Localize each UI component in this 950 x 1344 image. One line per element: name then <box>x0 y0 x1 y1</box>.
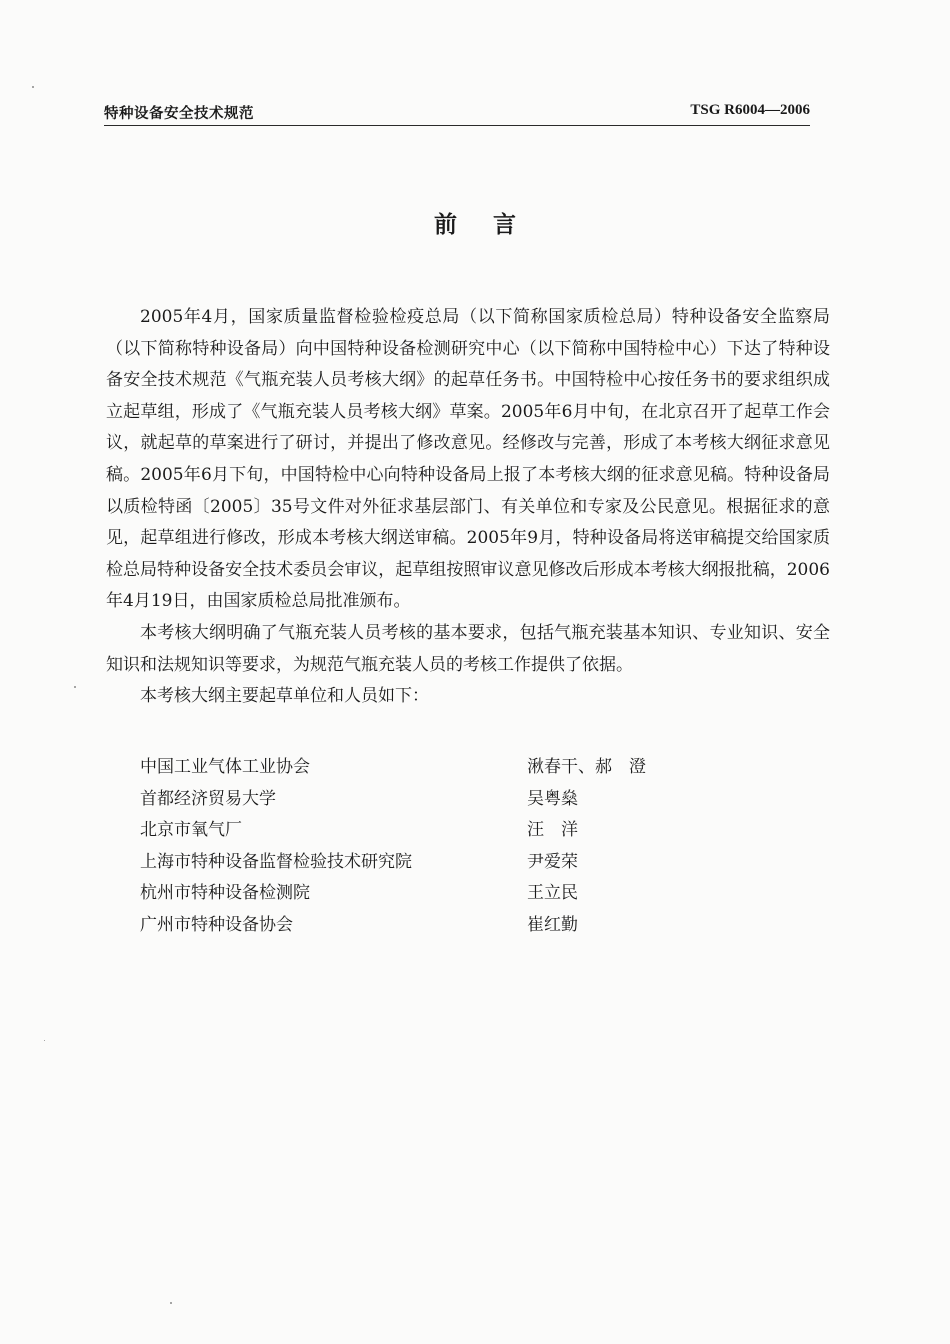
drafter-names: 湫春干、郝 澄 <box>527 757 646 777</box>
scan-speck <box>74 686 76 688</box>
preface-paragraph-history: 2005年4月，国家质量监督检验检疫总局（以下简称国家质检总局）特种设备安全监察局（以下简称特种设备局）向中国特种设备检测研究中心（以下简称中国特检中心）下达了特种设备安全技术规范《气瓶充装人员考核大纲》的起草任务书。中国特检中心按任务书的要求组织成立起草组，形成了《气瓶充装人员考核大纲》草案。2005年6月中旬，在北京召开了起草工作会议，就起草的草案进行了研讨，并提出了修改意见。经修改与完善，形成了本考核大纲征求意见稿。2005年6月下旬，中国特检中心向特种设备局上报了本考核大纲的征求意见稿。特种设备局以质检特函〔2005〕35号文件对外征求基层部门、有关单位和专家及公民意见。根据征求的意见，起草组进行修改，形成本考核大纲送审稿。2005年9月，特种设备局将送审稿提交给国家质检总局特种设备安全技术委员会审议，起草组按照审议意见修改后形成本考核大纲报批稿，2006年4月19日，由国家质检总局批准颁布。 <box>106 307 830 612</box>
drafter-row <box>140 878 740 910</box>
preface-paragraph-drafters-intro: 本考核大纲主要起草单位和人员如下： <box>140 686 429 707</box>
drafter-unit: 中国工业气体工业协会 <box>140 757 310 777</box>
drafter-unit: 首都经济贸易大学 <box>140 788 276 809</box>
scan-speck <box>170 1302 172 1304</box>
drafter-unit: 杭州市特种设备检测院 <box>140 883 310 904</box>
drafter-names: 汪 洋 <box>527 820 578 841</box>
running-header <box>104 99 810 126</box>
preface-body <box>106 302 830 713</box>
scan-speck <box>32 86 34 88</box>
header-series-title: 特种设备安全技术规范 <box>104 106 254 122</box>
scan-speck <box>44 1040 45 1041</box>
drafter-unit: 上海市特种设备监督检验技术研究院 <box>140 851 412 872</box>
preface-paragraph-scope: 本考核大纲明确了气瓶充装人员考核的基本要求，包括气瓶充装基本知识、专业知识、安全知识和法规知识等要求，为规范气瓶充装人员的考核工作提供了依据。 <box>106 622 830 675</box>
drafter-names: 崔红勤 <box>527 914 578 935</box>
drafters-list <box>140 752 740 942</box>
drafter-names: 吴粤燊 <box>527 788 578 809</box>
page-title: 前言 <box>434 212 552 238</box>
drafter-row <box>140 910 740 942</box>
drafter-unit: 北京市氧气厂 <box>140 820 242 841</box>
drafter-row <box>140 784 740 816</box>
drafter-names: 尹爱荣 <box>527 851 578 872</box>
drafter-names: 王立民 <box>527 883 578 904</box>
drafter-row <box>140 815 740 847</box>
drafter-unit: 广州市特种设备协会 <box>140 914 293 935</box>
drafter-row <box>140 752 740 784</box>
header-standard-code: TSG R6004—2006 <box>690 102 810 118</box>
drafter-row <box>140 847 740 879</box>
